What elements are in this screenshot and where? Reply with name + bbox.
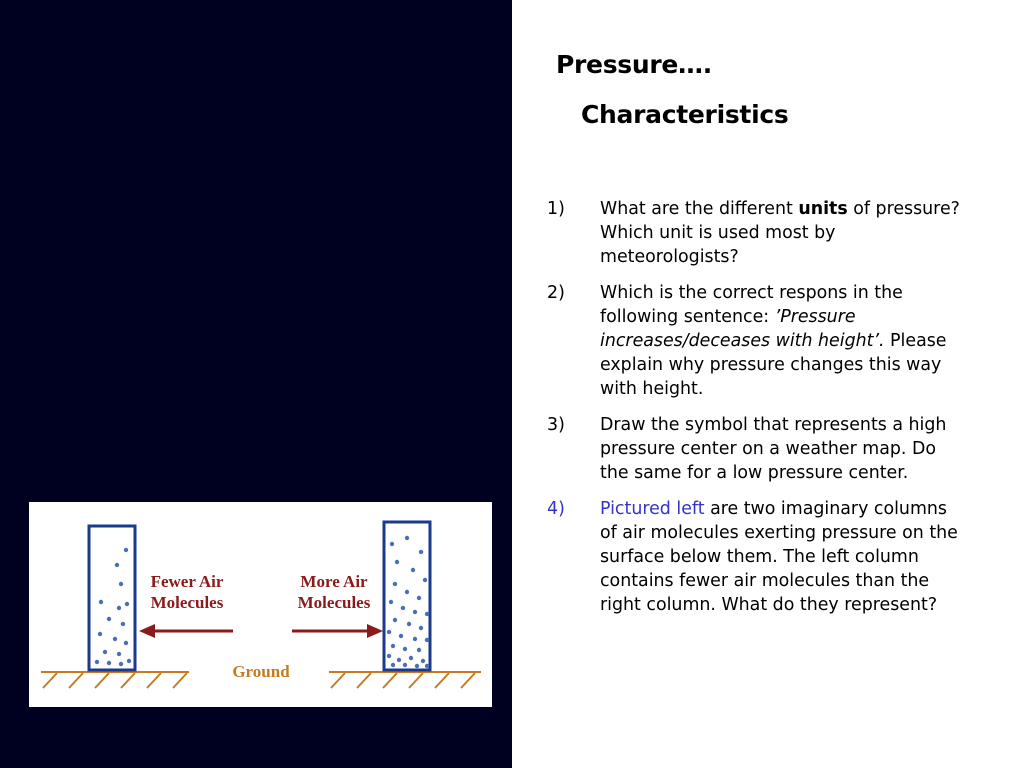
question-text-part: Please explain why pressure changes this way with height. bbox=[600, 331, 947, 399]
question-text-part: Draw the symbol that represents a high pressure center on a weather map. Do the same for a low pressure center. bbox=[600, 415, 947, 483]
left-ground-hatch bbox=[43, 673, 187, 688]
question-text-part: What are the different bbox=[600, 199, 799, 219]
question-list bbox=[547, 197, 967, 629]
right-label-line2: Molecules bbox=[297, 593, 371, 612]
question-number: 4) bbox=[547, 499, 565, 519]
left-air-column bbox=[89, 526, 135, 670]
question-text bbox=[600, 197, 966, 269]
question-text bbox=[600, 413, 966, 485]
air-columns-diagram bbox=[29, 502, 492, 707]
question-text bbox=[600, 497, 966, 617]
question-3 bbox=[547, 413, 967, 485]
slide-subtitle: Characteristics bbox=[581, 100, 789, 129]
right-ground-hatch bbox=[331, 673, 475, 688]
left-label-line2: Molecules bbox=[150, 593, 224, 612]
question-number: 1) bbox=[547, 199, 565, 219]
question-2 bbox=[547, 281, 967, 401]
slide-title: Pressure…. bbox=[556, 50, 712, 79]
question-text-part: are two imaginary columns of air molecules exerting pressure on the surface below them. The left column contains fewer air molecules than the right column. What do they represent? bbox=[600, 499, 958, 615]
question-number: 2) bbox=[547, 283, 565, 303]
air-columns-figure bbox=[29, 502, 492, 707]
left-label-line1: Fewer Air bbox=[150, 572, 224, 591]
question-text-part: of pressure? Which unit is used most by meteorologists? bbox=[600, 199, 960, 267]
question-bold-term: units bbox=[798, 199, 848, 219]
question-text-part: Which is the correct respons in the following sentence: bbox=[600, 283, 903, 327]
question-4 bbox=[547, 497, 967, 617]
question-italic-sentence: ’Pressure increases/deceases with height’. bbox=[600, 307, 885, 351]
question-number: 3) bbox=[547, 415, 565, 435]
question-text bbox=[600, 281, 966, 401]
left-arrow bbox=[139, 624, 233, 638]
ground-label: Ground bbox=[232, 662, 290, 681]
right-arrow bbox=[292, 624, 383, 638]
question-1 bbox=[547, 197, 967, 269]
right-label-line1: More Air bbox=[300, 572, 368, 591]
question-highlight: Pictured left bbox=[600, 499, 705, 519]
right-panel bbox=[512, 0, 1024, 768]
